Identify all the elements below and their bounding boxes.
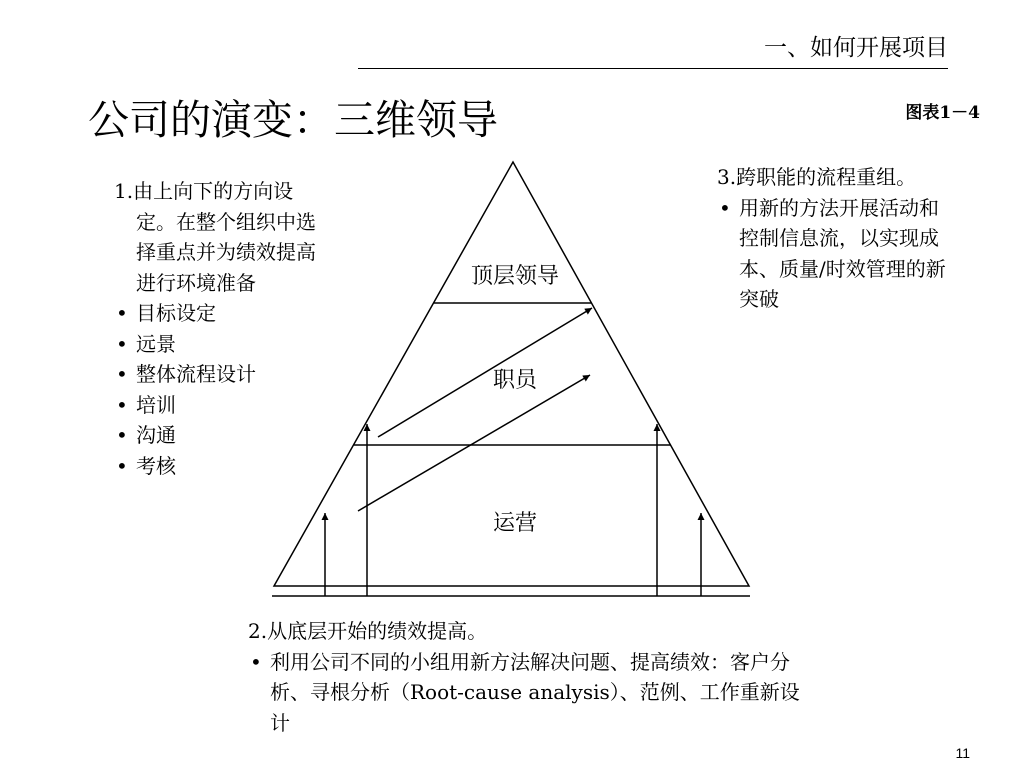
right-notes [717,162,949,315]
pyramid-level-middle: 职员 [492,368,538,393]
left-notes-heading: 1.由上向下的方向设定。在整个组织中选择重点并为绩效提高进行环境准备 [114,179,316,295]
pyramid-level-top: 顶层领导 [470,264,560,289]
diagonal-arrow-lower [358,375,590,511]
left-notes-bullet: • 目标设定 [114,298,324,329]
left-notes-bullet: • 远景 [114,329,324,360]
section-title: 一、如何开展项目 [764,35,948,61]
diagonal-arrow-upper [378,308,592,437]
figure-label: 图表1－4 [905,103,980,123]
left-notes-bullet: • 培训 [114,390,324,421]
left-notes [114,176,324,481]
left-notes-bullet: • 考核 [114,451,324,482]
right-notes-heading: 3.跨职能的流程重组。 [717,165,917,189]
left-notes-bullet: • 沟通 [114,420,324,451]
pyramid-level-bottom: 运营 [492,511,538,536]
right-notes-bullet: • 用新的方法开展活动和控制信息流，以实现成本、质量/时效管理的新突破 [717,193,949,315]
bottom-notes [248,616,808,738]
bottom-notes-bullet: • 利用公司不同的小组用新方法解决问题、提高绩效：客户分析、寻根分析（Root-cause analysis）、范例、工作重新设计 [248,647,808,739]
left-notes-bullet: • 整体流程设计 [114,359,324,390]
page-title: 公司的演变：三维领导 [88,96,498,144]
page-number: 11 [955,745,970,761]
bottom-notes-heading: 2.从底层开始的绩效提高。 [248,619,488,643]
